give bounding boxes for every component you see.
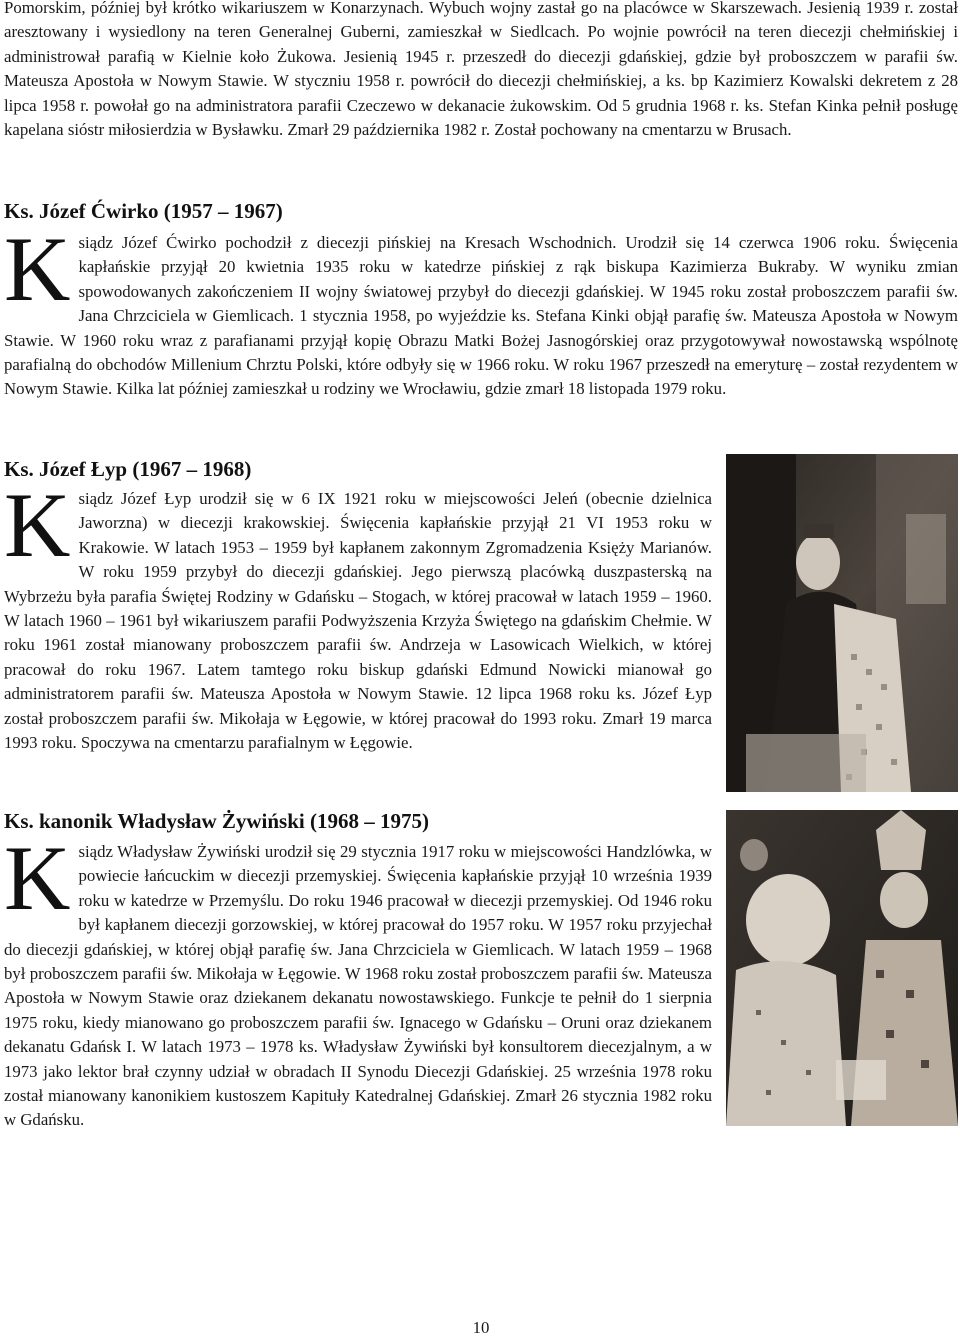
bio-zywinski (4, 827, 712, 1133)
document-page (4, 0, 958, 1338)
drop-cap: K (4, 474, 71, 576)
bio-cwirko (4, 218, 958, 402)
photo-priest-zywinski (726, 810, 958, 1126)
page-number: 10 (472, 1318, 490, 1337)
bio-text: siądz Władysław Żywiński urodził się 29 stycznia 1917 roku w miejscowości Handzlówka, w powiecie łańcuckim w diecezji przemyskiej. Święcenia kapłańskie przyjął 10 września 1939 roku w katedrze w Przemyślu. Do roku 1946 pracował w diecezji przemyskiej. Od 1946 roku był kapłanem diecezji gorzowskiej, w której pracował do 1957 roku. W 1957 roku przyjechał do diecezji gdańskiej, w której objął parafię św. Jana Chrzciciela w Giemlicach. W latach 1959 – 1968 był proboszczem parafii św. Mikołaja w Łęgowie. W 1968 roku został proboszczem parafii św. Mateusza Apostoła w Nowym Stawie oraz dziekanem dekanatu nowostawskiego. Funkcje te pełnił do 1 sierpnia 1975 roku, kiedy mianowano go proboszczem parafii św. Ignacego w Gdańsku – Oruni oraz dziekanem dekanatu Gdańsk I. W latach 1973 – 1978 ks. Władysław Żywiński był konsultorem diecezjalnym, a w 1973 jako lektor brał czynny udział w obradach II Synodu Diecezji Gdańskiej. 25 września 1978 roku został mianowany kanonikiem kustoszem Kapituły Katedralnej Gdańskiej. Zmarł 26 stycznia 1982 roku w Gdańsku. (4, 842, 712, 1130)
photo-priest-lyp (726, 454, 958, 792)
section-heading-cwirko: Ks. Józef Ćwirko (1957 – 1967) (4, 199, 283, 223)
bio-text: siądz Józef Ćwirko pochodził z diecezji pińskiej na Kresach Wschodnich. Urodził się 14 czerwca 1906 roku. Święcenia kapłańskie przyjął 20 kwietnia 1935 roku w katedrze pińskiej z rąk biskupa Kazimierza Bukraby. W wyniku zmian spowodowanych zakończeniem II wojny światowej przybył do diecezji gdańskiej. W 1945 roku został proboszczem parafii św. Jana Chrzciciela w Giemlicach. 1 stycznia 1958, po wyjeździe ks. Stefana Kinki objął parafię św. Mateusza Apostoła w Nowym Stawie. W 1960 roku wraz z parafianami przyjął kopię Obrazu Matki Bożej Jasnogórskiej oraz przygotowywał nowostawską wspólnotę parafialną do obchodów Millenium Chrztu Polski, które odbyły się w 1966 roku. W roku 1967 przeszedł na emeryturę – został rezydentem w Nowym Stawie. Kilka lat później zamieszkał u rodziny we Wrocławiu, gdzie zmarł 18 listopada 1979 roku. (4, 233, 958, 399)
drop-cap: K (4, 827, 71, 929)
photo-priest-zywinski-image (726, 810, 958, 1126)
bio-lyp (4, 474, 712, 755)
section-heading-lyp: Ks. Józef Łyp (1967 – 1968) (4, 457, 252, 481)
drop-cap: K (4, 218, 71, 320)
section-heading-zywinski: Ks. kanonik Władysław Żywiński (1968 – 1975) (4, 809, 429, 833)
photo-priest-lyp-image (726, 454, 958, 792)
intro-paragraph: Pomorskim, później był krótko wikariuszem w Konarzynach. Wybuch wojny zastał go na placówce w Skarszewach. Jesienią 1939 r. został aresztowany i wysiedlony na teren Generalnej Guberni, zamieszkał w Siedlcach. Po wojnie powrócił na teren diecezji chełmińskiej i administrował parafią w Kielnie koło Żukowa. Jesienią 1945 r. przeszedł do diecezji gdańskiej, gdzie był proboszczem w parafii św. Mateusza Apostoła w Nowym Stawie. W styczniu 1958 r. powrócił do diecezji chełmińskiej, a ks. bp Kazimierz Kowalski dekretem z 28 lipca 1958 r. powołał go na administratora parafii Czeczewo w dekanacie żukowskim. Od 5 grudnia 1968 r. ks. Stefan Kinka pełnił posługę kapelana sióstr miłosierdzia w Bysławku. Zmarł 29 października 1982 r. Został pochowany na cmentarzu w Brusach. (4, 0, 958, 140)
bio-text: siądz Józef Łyp urodził się w 6 IX 1921 roku w miejscowości Jeleń (obecnie dzielnica Jaworzna) w diecezji krakowskiej. Święcenia kapłańskie przyjął 21 VI 1953 roku w Krakowie. W latach 1953 – 1959 był kapłanem zakonnym Zgromadzenia Księży Marianów. W roku 1959 przybył do diecezji gdańskiej. Jego pierwszą placówką duszpasterską na Wybrzeżu była parafia Świętej Rodziny w Gdańsku – Stogach, w której pracował w latach 1959 – 1960. W latach 1960 – 1961 był wikariuszem parafii Podwyższenia Krzyża Świętego na gdańskim Chełmie. W roku 1961 został mianowany proboszczem parafii św. Andrzeja w Lasowicach Wielkich, w której pracował do roku 1967. Latem tamtego roku biskup gdański Edmund Nowicki mianował go administratorem parafii św. Mateusza Apostoła w Nowym Stawie. 12 lipca 1968 roku ks. Józef Łyp został proboszczem parafii św. Mikołaja w Łęgowie, w której pracował do 1993 roku. Zmarł 19 marca 1993 roku. Spoczywa na cmentarzu parafialnym w Łęgowie. (4, 489, 712, 753)
